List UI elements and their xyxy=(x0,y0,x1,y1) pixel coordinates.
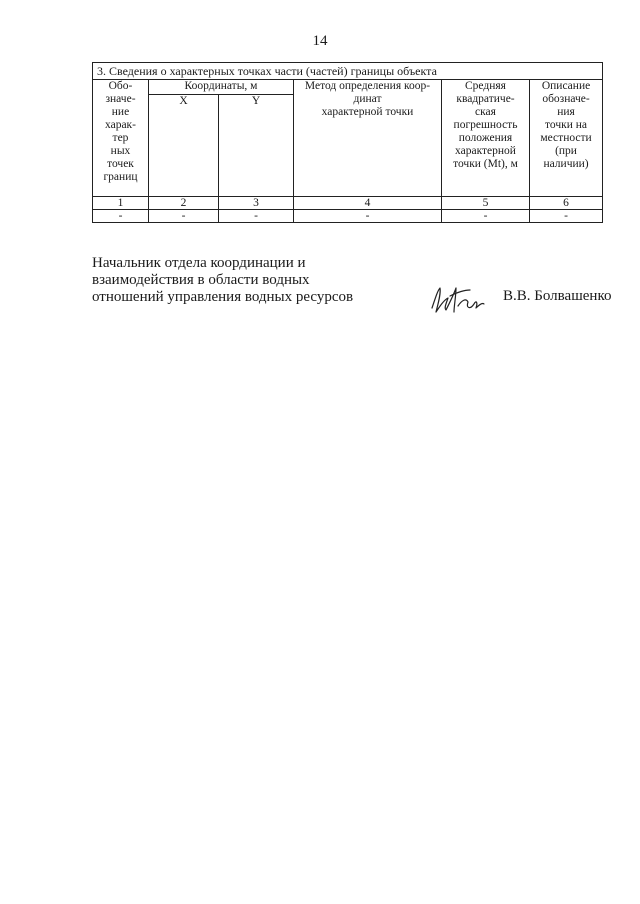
table-cell: - xyxy=(530,210,603,223)
header-x: X xyxy=(149,95,219,197)
table-row xyxy=(93,210,603,223)
signatory-position: Начальник отдела координации и взаимодействия в области водных отношений управления водных ресурсов xyxy=(92,255,354,305)
column-number: 3 xyxy=(219,197,294,210)
table-section-title: 3. Сведения о характерных точках части (частей) границы объекта xyxy=(93,63,603,80)
header-y: Y xyxy=(219,95,294,197)
header-method-text: Метод определения коор- динат характерной точки xyxy=(304,80,431,118)
table-cell: - xyxy=(442,210,530,223)
column-number-row xyxy=(93,197,603,210)
table-cell: - xyxy=(149,210,219,223)
header-accuracy xyxy=(442,80,530,197)
header-coordinates: Координаты, м xyxy=(149,80,294,95)
table-cell: - xyxy=(93,210,149,223)
header-description xyxy=(530,80,603,197)
table-header-row xyxy=(93,80,603,95)
header-accuracy-text: Средняя квадратиче- ская погрешность положения характерной точки (Mt), м xyxy=(453,80,518,170)
header-point-designation xyxy=(93,80,149,197)
column-number: 6 xyxy=(530,197,603,210)
column-number: 5 xyxy=(442,197,530,210)
table-cell: - xyxy=(294,210,442,223)
table-cell: - xyxy=(219,210,294,223)
header-description-text: Описание обозначе- ния точки на местности (при наличии) xyxy=(540,80,592,170)
characteristic-points-table xyxy=(92,62,603,223)
handwritten-signature xyxy=(428,282,488,318)
header-point-designation-text: Обо- значе- ние харак- тер ных точек границ xyxy=(103,80,138,183)
table-section-title-row xyxy=(93,63,603,80)
header-method xyxy=(294,80,442,197)
signatory-name: В.В. Болвашенко xyxy=(503,288,612,304)
page-number: 14 xyxy=(312,33,328,49)
column-number: 1 xyxy=(93,197,149,210)
column-number: 2 xyxy=(149,197,219,210)
column-number: 4 xyxy=(294,197,442,210)
